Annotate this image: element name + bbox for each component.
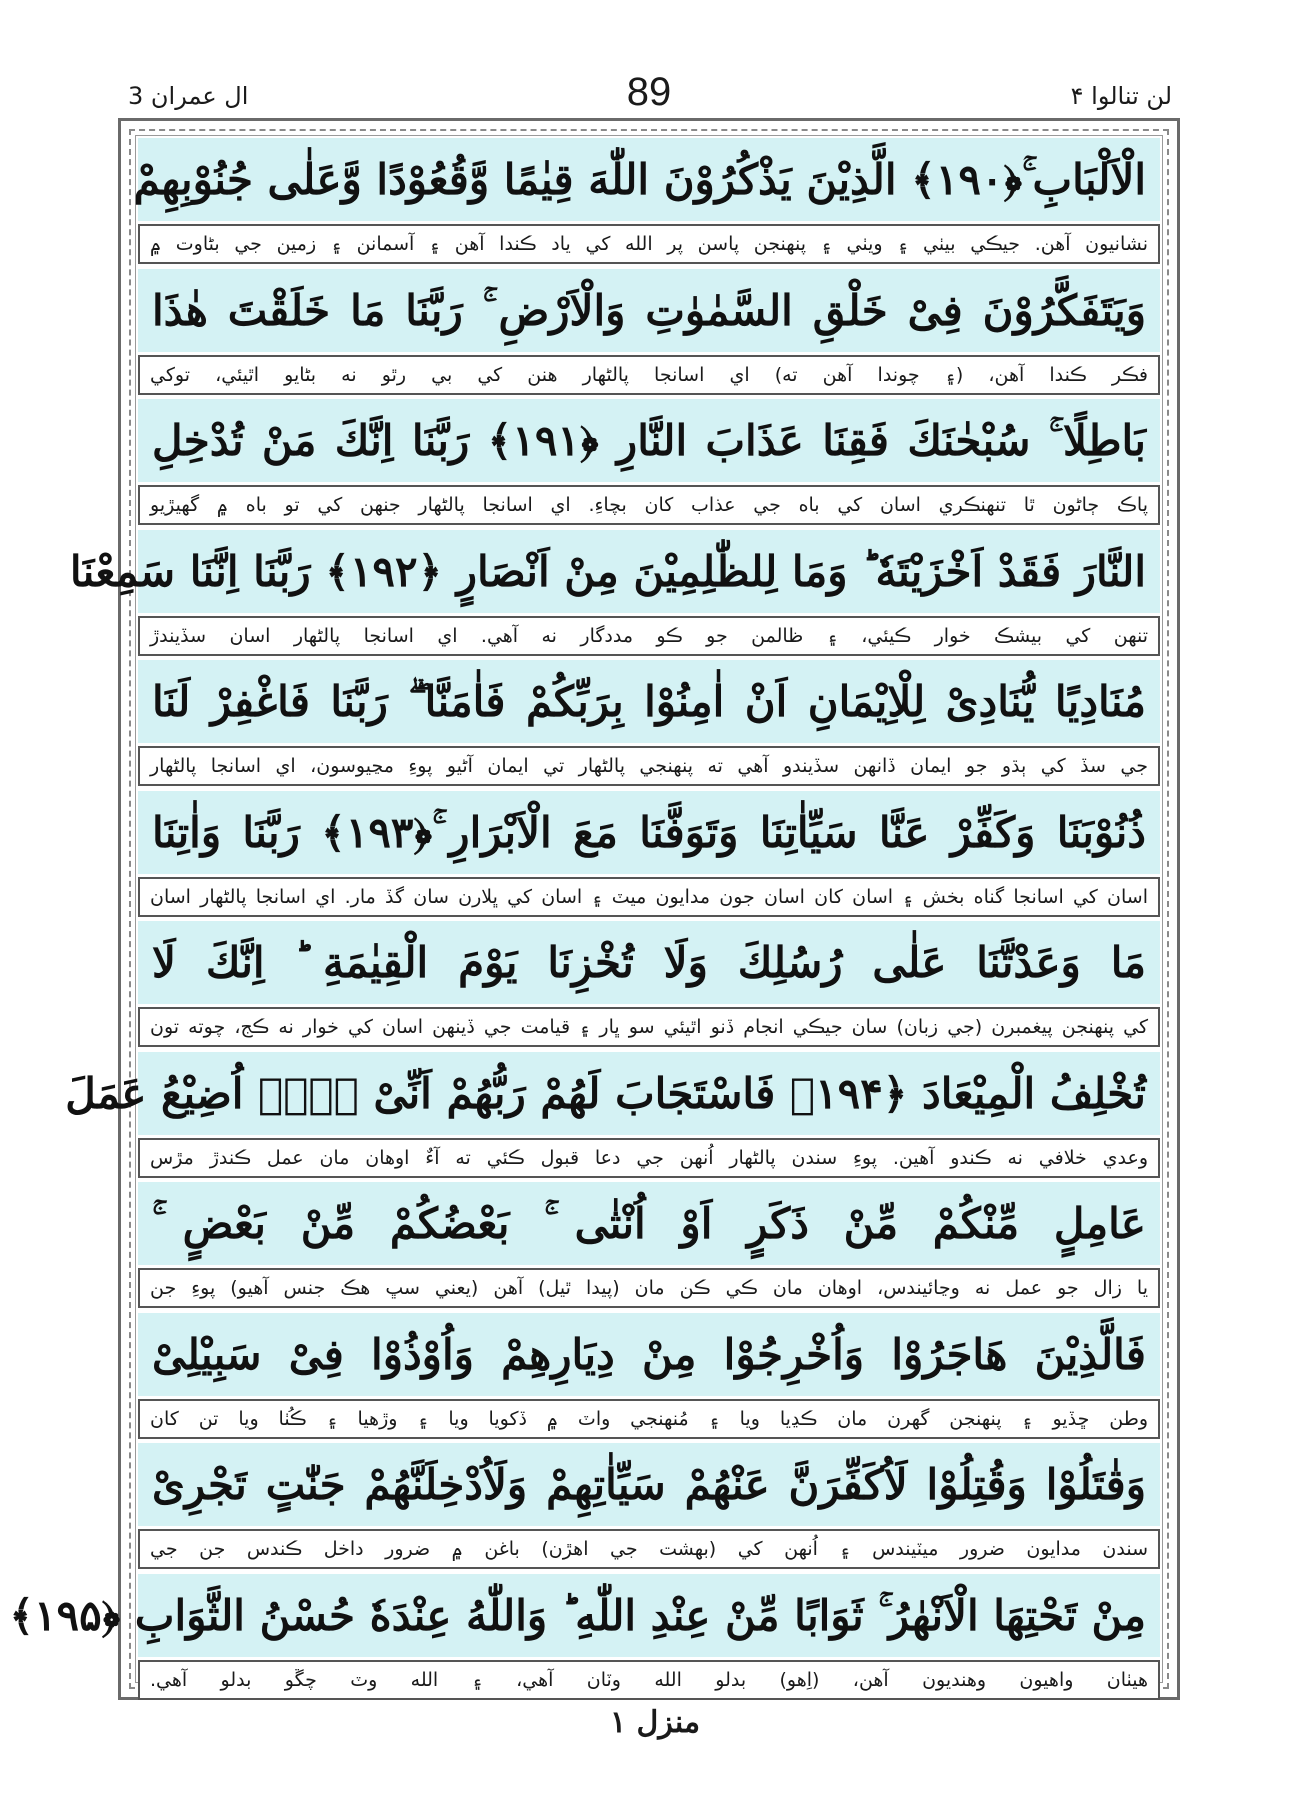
verse-block bbox=[138, 399, 1160, 530]
verse-block bbox=[65, 1052, 1160, 1183]
arabic-line: مَا وَعَدْتَّنَا عَلٰی رُسُلِكَ وَلَا تُخْزِنَا یَوْمَ الْقِیٰمَةِ ؕ اِنَّكَ لَا bbox=[138, 921, 1160, 1004]
translation-line: فڪر ڪندا آهن، (۽ چوندا آهن ته) اي اسانجا پالڻهار هنن کي بي رٿو نه بڻايو اٿيئي، توکي bbox=[138, 355, 1160, 395]
verse-block bbox=[138, 1313, 1160, 1444]
translation-line: تنهن کي بيشڪ خوار ڪيئي، ۽ ظالمن جو ڪو مددگار نه آهي. اي اسانجا پالڻهار اسان سڏيندڙ bbox=[138, 616, 1160, 656]
verse-block bbox=[138, 1443, 1160, 1574]
translation-line: يا زال جو عمل نه وڃائيندس، اوهان مان ڪي ڪن مان (پيدا ٿيل) آهن (يعني سڀ هڪ جنس آهيو) پوءِ جن bbox=[138, 1268, 1160, 1308]
surah-name: ال عمران 3 bbox=[128, 82, 249, 110]
arabic-line: ذُنُوْبَنَا وَکَفِّرْ عَنَّا سَیِّاٰتِنَا وَتَوَفَّنَا مَعَ الْاَبْرَارِ ۚ﴿۱۹۳﴾ رَبَّنَا وَاٰتِنَا bbox=[138, 791, 1160, 874]
arabic-line: الْاَلْبَابِ ۚ﴿۱۹۰﴾ الَّذِیْنَ یَذْکُرُوْنَ اللّٰهَ قِیٰمًا وَّقُعُوْدًا وَّعَلٰی جُنُوْبِهِمْ bbox=[138, 138, 1160, 221]
manzil-footer: منزل ۱ bbox=[609, 1705, 701, 1740]
arabic-line: النَّارَ فَقَدْ اَخْزَیْتَهٗ ؕ وَمَا لِلظّٰلِمِیْنَ مِنْ اَنْصَارٍ ﴿۱۹۲﴾ رَبَّنَا اِنَّنَا سَمِعْنَا bbox=[138, 530, 1160, 613]
verse-content bbox=[9, 138, 1160, 1704]
translation-line: هيٺان واهيون وهنديون آهن، (اِهو) بدلو الله وٽان آهي، ۽ الله وٽ چڱو بدلو آهي. bbox=[138, 1660, 1160, 1700]
translation-line: کي پنهنجن پيغمبرن (جي زبان) سان جيڪي انجام ڏنو اٿيئي سو ڀار ۽ قيامت جي ڏينهن اسان کي خوار نه ڪج، چوته تون bbox=[138, 1007, 1160, 1047]
verse-block bbox=[133, 138, 1160, 269]
verse-block bbox=[138, 791, 1160, 922]
arabic-line: مُنَادِیًا یُّنَادِیْ لِلْاِیْمَانِ اَنْ اٰمِنُوْا بِرَبِّکُمْ فَاٰمَنَّا ۖۗ رَبَّنَا فَاغْفِرْ لَنَا bbox=[138, 660, 1160, 743]
verse-block bbox=[9, 1574, 1160, 1705]
arabic-line: وَقٰتَلُوْا وَقُتِلُوْا لَاُکَفِّرَنَّ عَنْهُمْ سَیِّاٰتِهِمْ وَلَاُدْخِلَنَّهُمْ جَنّٰتٍ تَجْرِیْ bbox=[138, 1443, 1160, 1526]
verse-block bbox=[138, 1182, 1160, 1313]
juz-name: لن تنالوا ۴ bbox=[1070, 82, 1172, 110]
page-header bbox=[118, 70, 1180, 120]
translation-line: وطن ڇڏيو ۽ پنهنجن گهرن مان ڪڍيا ويا ۽ مُنهنجي واٽ ۾ ڏکويا ويا ۽ وڙهيا ۽ ڪُٺا ويا تن کان bbox=[138, 1399, 1160, 1439]
verse-block bbox=[69, 530, 1160, 661]
arabic-line: بَاطِلًا ۚ سُبْحٰنَكَ فَقِنَا عَذَابَ النَّارِ ﴿۱۹۱﴾ رَبَّنَا اِنَّكَ مَنْ تُدْخِلِ bbox=[138, 399, 1160, 482]
arabic-line: تُخْلِفُ الْمِیْعَادَ ﴿۱۹۴﴾ فَاسْتَجَابَ لَهُمْ رَبُّهُمْ اَنِّیْ لَاۤ اُضِیْعُ عَمَلَ bbox=[138, 1052, 1160, 1135]
verse-block bbox=[138, 269, 1160, 400]
translation-line: اسان کي اسانجا گناه بخش ۽ اسان کان اسان جون مدايون ميٽ ۽ اسان کي ڀلارن سان گڏ مار. اي اسانجا پالڻهار اسان bbox=[138, 877, 1160, 917]
translation-line: جي سڏ کي ٻڌو جو ايمان ڏانهن سڏيندو آهي ته پنهنجي پالڻهار تي ايمان آڻيو پوءِ مڃيوسون، اي اسانجا پالڻهار bbox=[138, 746, 1160, 786]
translation-line: نشانيون آهن. جيڪي بيٺي ۽ ويٺي ۽ پنهنجن پاسن پر الله کي ياد ڪندا آهن ۽ آسمانن ۽ زمين جي بڻاوت ۾ bbox=[138, 224, 1160, 264]
verse-block bbox=[138, 921, 1160, 1052]
arabic-line: فَالَّذِیْنَ هَاجَرُوْا وَاُخْرِجُوْا مِنْ دِیَارِهِمْ وَاُوْذُوْا فِیْ سَبِیْلِیْ bbox=[138, 1313, 1160, 1396]
page-number: 89 bbox=[626, 70, 672, 114]
arabic-line: مِنْ تَحْتِهَا الْاَنْهٰرُ ۚ ثَوَابًا مِّنْ عِنْدِ اللّٰهِ ؕ وَاللّٰهُ عِنْدَهٗ حُسْنُ الثَّوَابِ ﴿۱۹۵﴾ bbox=[138, 1574, 1160, 1657]
verse-block bbox=[138, 660, 1160, 791]
arabic-line: وَیَتَفَکَّرُوْنَ فِیْ خَلْقِ السَّمٰوٰتِ وَالْاَرْضِ ۚ رَبَّنَا مَا خَلَقْتَ هٰذَا bbox=[138, 269, 1160, 352]
translation-line: سندن مدايون ضرور ميٽيندس ۽ اُنهن کي (بهشت جي اهڙن) باغن ۾ ضرور داخل ڪندس جن جي bbox=[138, 1529, 1160, 1569]
translation-line: وعدي خلافي نه ڪندو آهين. پوءِ سندن پالڻهار اُنهن جي دعا قبول ڪئي ته آءٌ اوهان مان عمل ڪندڙ مڙس bbox=[138, 1138, 1160, 1178]
arabic-line: عَامِلٍ مِّنْکُمْ مِّنْ ذَکَرٍ اَوْ اُنْثٰی ۚ بَعْضُکُمْ مِّنْ بَعْضٍ ۚ bbox=[138, 1182, 1160, 1265]
translation-line: پاڪ ڄاڻون ٿا تنهنڪري اسان کي باه جي عذاب کان بچاءِ. اي اسانجا پالڻهار جنهن کي تو باه ۾ گهيڙيو bbox=[138, 485, 1160, 525]
